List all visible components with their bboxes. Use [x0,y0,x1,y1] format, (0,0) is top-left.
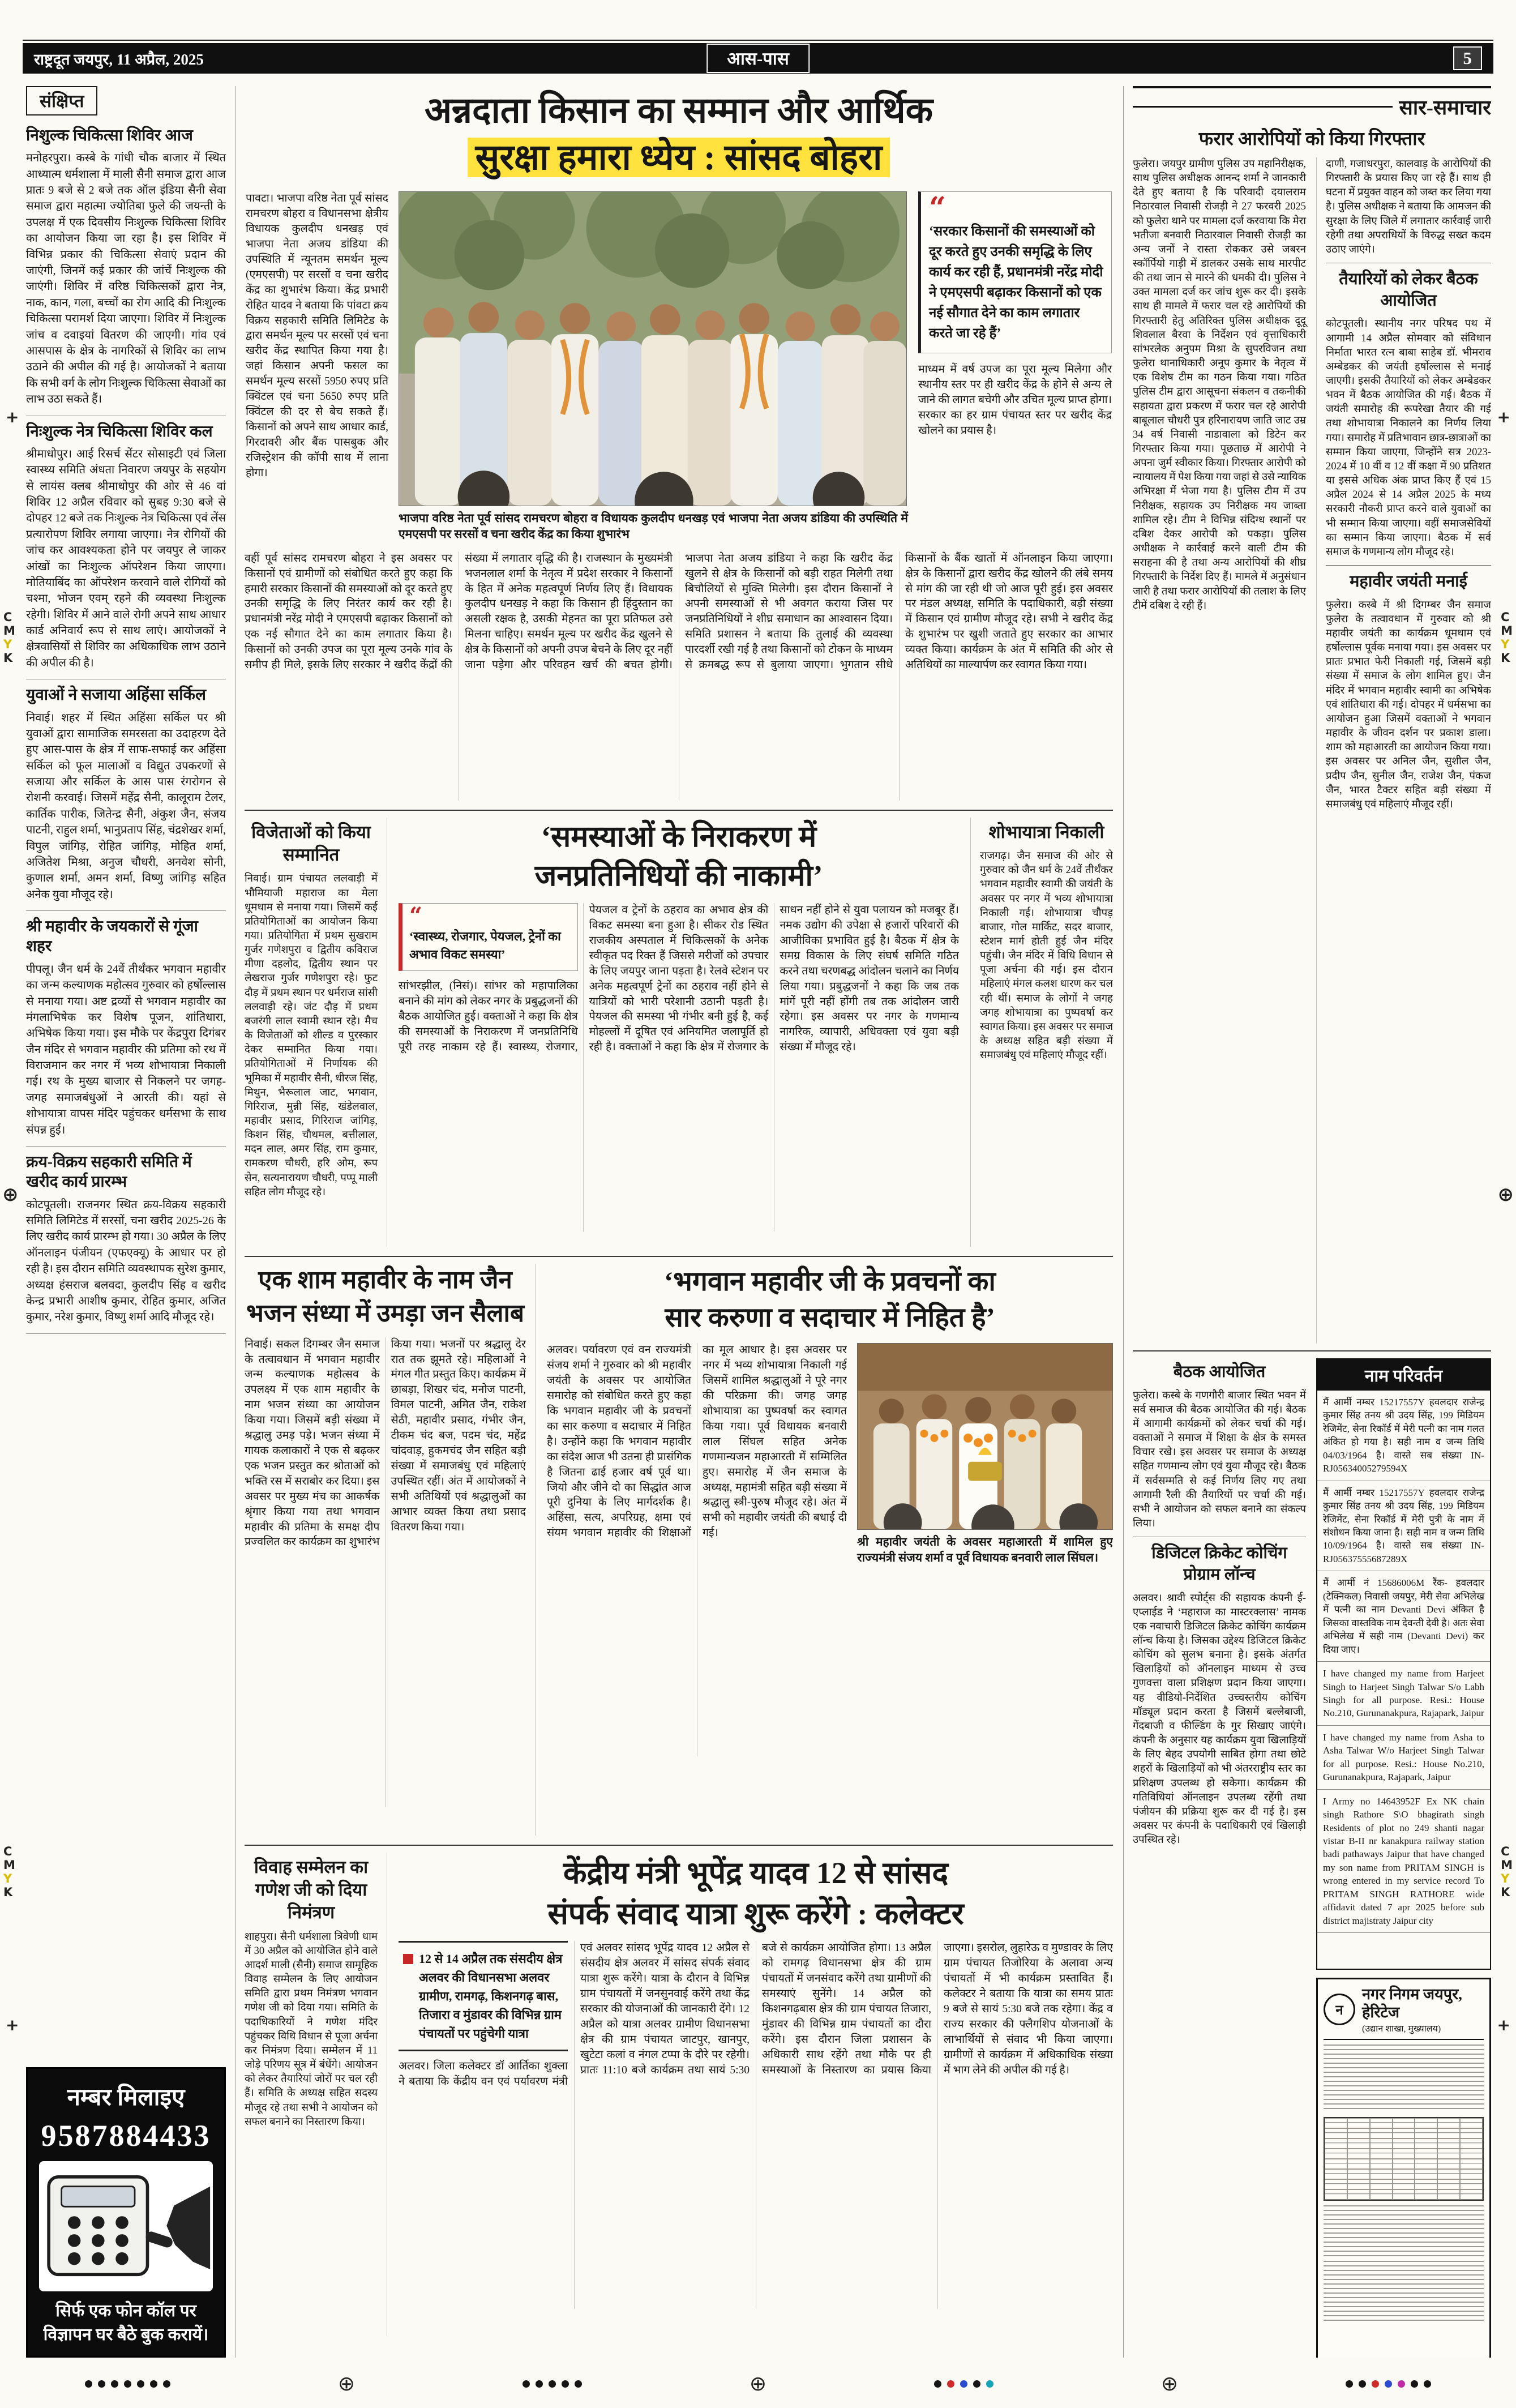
page-number: 5 [1453,46,1483,70]
cmyk-marker: C M Y K [3,610,15,665]
lead-photo-caption: भाजपा वरिष्ठ नेता पूर्व सांसद रामचरण बोहरा व विधायक कुलदीप धनखड़ एवं भाजपा नेता अजय डांडिया की उपस्थिति में एमएसपी पर सरसों व चना खरीद केंद्र का किया शुभारंभ [399,511,908,541]
digest-header-rule [1133,106,1393,108]
phone-ad-number: 9587884433 [41,2119,211,2153]
arrest-title: फरार आरोपियों को किया गिरफ्तार [1198,129,1425,149]
masthead-rule [23,40,1493,41]
procession-title: शोभायात्रा निकाली [988,822,1104,842]
lead-headline-line1: अन्नदाता किसान का सम्मान और आर्थिक [424,91,933,130]
municipal-notice-subtitle: (उद्यान शाखा, मुख्यालय) [1362,2024,1441,2034]
jayanti-body: फुलेरा। कस्बे में श्री दिगम्बर जैन समाज फुलेरा के तत्वावधान में गुरुवार को श्री महावीर जयंती का कार्यक्रम धूमधाम एवं हर्षोल्लास पूर्वक मनाया गया। इस अवसर पर प्रातः प्रभात फेरी निकाली गई, जिसमें बड़ी संख्या में समाज के लोग शामिल हुए। जैन मंदिर में भगवान महावीर स्वामी का अभिषेक एवं शांतिधारा की गई। दोपहर में धर्मसभा का आयोजन हुआ जिसमें वक्ताओं ने भगवान महावीर के जीवन दर्शन पर प्रकाश डाला। शाम को महाआरती का आयोजन किया गया। इस अवसर पर अनिल जैन, सुशील जैन, प्रदीप जैन, सुनील जैन, राजेश जैन, पंकज जैन, भारत टैक्टर सहित बड़ी संख्या में समाजबंधु एवं महिलाएं मौजूद रहीं। [1326,599,1491,810]
yatra-body: अलवर। जिला कलेक्टर डॉ आर्तिका शुक्ला ने बताया कि केंद्रीय वन एवं पर्यावरण मंत्री एवं अलवर सांसद भूपेंद्र यादव 12 अप्रैल से संसदीय क्षेत्र अलवर में सांसद संपर्क संवाद यात्रा शुरू करेंगे। यात्रा के दौरान वे विभिन्न ग्राम पंचायतों में जनसुनवाई करेंगे तथा केंद्र सरकार की योजनाओं की जानकारी देंगे। 12 अप्रैल को यात्रा अलवर ग्रामीण विधानसभा क्षेत्र की ग्राम पंचायत जाटपुर, खानपुर, खुटेटा कलां व नंगल टप्पा के दौरे पर रहेगी। प्रातः 11:10 बजे कार्यक्रम तथा सायं 5:30 बजे से कार्यक्रम आयोजित होगा। 13 अप्रैल को रामगढ़ विधानसभा क्षेत्र की ग्राम पंचायतों में जनसंवाद करेंगे तथा ग्रामीणों की समस्याएं सुनेंगे। 14 अप्रैल को किशनगढ़बास क्षेत्र की ग्राम पंचायत तिजारा, मुंडावर की विभिन्न ग्राम पंचायतों का दौरा करेंगे। इस दौरान जिला प्रशासन के अधिकारी साथ रहेंगे तथा मौके पर ही समस्याओं के निस्तारण का प्रयास किया जाएगा। इसरोल, लुहारेऊ व मुण्डावर के लिए ग्राम पंचायत तिजोरिया के अलावा अन्य पंचायतों में भी कार्यक्रम प्रस्तावित हैं। कलेक्टर ने बताया कि यात्रा का समय प्रातः 9 बजे से सायं 5:30 बजे तक रहेगा। केंद्र व राज्य सरकार की फ्लैगशिप योजनाओं के लाभार्थियों से संवाद भी किया जाएगा। ग्रामीणों से कार्यक्रम में अधिकाधिक संख्या में भाग लेने की अपील की गई है। [399,1942,1113,2088]
pravachan-content [547,1343,1113,1756]
wedding-title: विवाह सम्मेलन का गणेश जी को दिया निमंत्रण [254,1857,369,1923]
second-band [245,810,1113,1247]
cricket-title: डिजिटल क्रिकेट कोचिंग प्रोग्राम लॉन्च [1151,1544,1287,1584]
pravachan-photo-caption: श्री महावीर जयंती के अवसर महाआरती में शामिल हुए राज्यमंत्री संजय शर्मा व पूर्व विधायक बनवारी लाल सिंघल। [857,1535,1113,1565]
masthead-date: राष्ट्रदूत जयपुर, 11 अप्रैल, 2025 [34,50,204,68]
main-column [245,86,1113,2358]
notice-fine-print [1324,2045,1484,2112]
problems-headline-line2: जनप्रतिनिधियों की नाकामी’ [534,860,823,893]
pull-quote-text: ‘सरकार किसानों की समस्याओं को दूर करते हुए उनकी समृद्धि के लिए कार्य कर रही हैं, प्रधानमंत्री नरेंद्र मोदी ने एमएसपी बढ़ाकर किसानों को एक नई सौगात देने का काम लगातार करते जा रहे हैं’ [929,224,1103,341]
pravachan-headline-line1: ‘भगवान महावीर जी के प्रवचनों का [664,1266,996,1297]
color-bar-dots [1346,2380,1431,2388]
color-bar-dots [85,2380,170,2388]
arrest-body-2: दाणी, गजाधरपुरा, कालवाड़ के आरोपियों की गिरफ्तारी के प्रयास किए जा रहे हैं। साथ ही घटना में प्रयुक्त वाहन को जब्त कर लिया गया है। पुलिस अधीक्षक ने बताया कि आमजन की सुरक्षा के लिए जिले में लगातार कार्रवाई जारी रहेगी तथा अपराधियों के विरुद्ध सख्त कदम उठाए जाएंगे। [1326,158,1491,255]
brief-item [26,679,226,911]
bhajan-headline [245,1264,526,1331]
section-title: आस-पास [706,44,810,73]
lead-story [245,86,1113,801]
municipal-notice-ad [1316,1978,1491,2358]
phone-ad-label: नम्बर मिलाइए [67,2085,185,2111]
notice-fine-print [1324,2205,1484,2256]
name-change-notice: I have changed my name from Asha to Asha Talwar W/o Harjeet Singh Talwar for all purpose. Resi.: House No.210, Gurunanakpura, Rajapark, Jaipur [1317,1726,1490,1790]
bhajan-headline-line1: एक शाम महावीर के नाम जैन [258,1265,512,1294]
classified-phone-ad [26,2067,226,2358]
briefs-column [26,86,235,2358]
jayanti-title: महावीर जयंती मनाई [1350,572,1467,591]
masthead-bar [23,43,1493,74]
bhajan-article [245,1264,536,1836]
lead-continuation: वहीं पूर्व सांसद रामचरण बोहरा ने इस अवसर पर किसानों एवं ग्रामीणों को संबोधित करते हुए कहा कि हमारी सरकार किसानों की समस्याओं को दूर करते हुए उनकी समृद्धि के लिए निरंतर कार्य कर रही है। प्रधानमंत्री नरेंद्र मोदी ने एमएसपी बढ़ाकर किसानों को एक नई सौगात देने का काम लगातार किया है। किसानों को उनकी उपज का पूरा मूल्य उनके गांव के समीप ही मिले, इसके लिए सरकार ने खरीद केंद्रों की संख्या में लगातार वृद्धि की है। राजस्थान के मुख्यमंत्री भजनलाल शर्मा के नेतृत्व में प्रदेश सरकार ने किसानों के हित में अनेक महत्वपूर्ण निर्णय लिए हैं। विधायक कुलदीप धनखड़ ने कहा कि किसान ही हिंदुस्तान का असली रक्षक है, उसकी मेहनत का पूरा प्रतिफल उसे मिलना चाहिए। समर्थन मूल्य पर खरीद केंद्र खुलने से क्षेत्र के किसानों को अपनी उपज बेचने के लिए दूर नहीं जाना पड़ेगा और परिवहन खर्च की बचत होगी। भाजपा नेता अजय डांडिया ने कहा कि खरीद केंद्र खुलने से क्षेत्र के किसानों को बड़ी राहत मिलेगी तथा बिचौलियों से मुक्ति मिलेगी। इस दौरान किसानों ने अपनी समस्याओं से भी अवगत कराया जिस पर जनप्रतिनिधियों ने शीघ्र समाधान का आश्वासन दिया। समिति प्रशासन ने बताया कि तुलाई की व्यवस्था पारदर्शी रखी गई है तथा किसानों को टोकन के माध्यम से क्रमबद्ध रूप से बुलाया जाएगा। भुगतान सीधे किसानों के बैंक खातों में ऑनलाइन किया जाएगा। क्षेत्र के किसानों द्वारा खरीद केंद्र खोलने की लंबे समय से मांग की जा रही थी जो आज पूरी हुई। इस अवसर पर मंडल अध्यक्ष, समिति के पदाधिकारी, बड़ी संख्या में किसान एवं ग्रामीण मौजूद रहे। सभी ने खरीद केंद्र के शुभारंभ पर खुशी जताते हुए सरकार का आभार व्यक्त किया। कार्यक्रम के अंत में समिति की ओर से अतिथियों का माल्यार्पण कर स्वागत किया गया। [245,552,1113,671]
digest-lower-right [1316,1358,1491,2358]
registration-mark: ⊕ [1160,2372,1179,2396]
lead-side-text: माध्यम में वर्ष उपज का पूरा मूल्य मिलेगा और स्थानीय स्तर पर ही खरीद केंद्र के होने से अन्य ले जाने की लागत बचेगी और उचित मूल्य प्राप्त होगा। सरकार का हर ग्राम पंचायत स्तर पर खरीद केंद्र खोलने का प्रयास है। [918,363,1112,437]
lead-headline-line2: सुरक्षा हमारा ध्येय : सांसद बोहरा [468,138,890,177]
problems-article [399,818,959,1247]
crop-mark: + [6,2016,19,2034]
crop-mark: + [1497,408,1510,426]
pravachan-headline-line2: सार करुणा व सदाचार में निहित है’ [665,1303,995,1333]
masthead [23,40,1493,74]
yatra-info-box [399,1941,568,2051]
arrest-column-1 [1133,157,1306,1344]
pravachan-article [547,1264,1113,1836]
cmyk-marker: C M Y K [1501,1845,1513,1899]
brief-body: पीपलू। जैन धर्म के 24वें तीर्थंकर भगवान महावीर का जन्म कल्याणक महोत्सव गुरुवार को हर्षोल्लास से मनाया गया। अष्ट द्रव्यों से भगवान महावीर का मंगलाभिषेक कर विशेष पूजन, शांतिधारा, अभिषेक किया गया। इस मौके पर केंद्रपुरा दिगंबर जैन मंदिर से भगवान महावीर की प्रतिमा को रथ में विराजमान कर नगर में भव्य शोभायात्रा निकाली गई। रथ के मुख्य बाजार से निकलने पर जगह-जगह समाजबंधुओं ने आरती की। यहां से शोभायात्रा वापस मंदिर पहुंचकर धर्मसभा के साथ संपन्न हुई। [26,963,226,1136]
fourth-band [245,1845,1113,2336]
digest-right-subcolumn [1316,157,1491,1344]
problems-quote-box [399,903,578,971]
brief-title: श्री महावीर के जयकारों से गूंजा शहर [26,918,198,956]
briefs-header: संक्षिप्त [26,86,97,116]
digest-upper [1133,157,1491,1344]
winners-body: निवाई। ग्राम पंचायत ललवाड़ी में भौमियाजी महाराज का मेला धूमधाम से मनाया गया। जिसमें कई प्रतियोगिताओं का आयोजन किया गया। प्रतियोगिता में प्रथम सुखराम गुर्जर गणेशपुरा व द्वितीय कविराज मीणा दहलोद, द्वितीय स्थान पर लेखराज गुर्जर गणेशपुरा रहे। फुट दौड़ में प्रथम स्थान पर धर्मराज सांसी ललवाड़ी रहे। जंट दौड़ में प्रथम बजरंगी लाल स्वामी स्थान रहे। मैच के विजेताओं को शील्ड व पुरस्कार देकर सम्मानित किया गया। प्रतियोगिताओं में निर्णायक की भूमिका में महावीर सैनी, धीरज सिंह, मिथुन, भैरूलाल जाट, भगवान, गिरिराज, मुन्नी सिंह, खंडेलवाल, महावीर प्रसाद, गिरिराज जांगिड़, किशन सिंह, चौथमल, बत्तीलाल, मदन लाल, अमर सिंह, राम कुमार, रामकरण चौधरी, हरि ओम, रूप सेन, सत्यनारायण चौधरी, पप्पू माली सहित लोग मौजूद रहे। [245,873,378,1198]
phone-ad-tagline: सिर्फ एक फोन कॉल पर विज्ञापन घर बैठे बुक करायें। [43,2302,209,2344]
winners-article [245,818,387,1247]
notice-fine-print [1324,2261,1484,2323]
prep-body: कोटपूतली। स्थानीय नगर परिषद पथ में आगामी 14 अप्रैल सोमवार को संविधान निर्माता भारत रत्न बाबा साहेब डॉ. भीमराव अम्बेडकर की जयंती हर्षोल्लास से मनाई जाएगी। इसकी तैयारियों को लेकर अम्बेडकर भवन में बैठक आयोजित की गई। बैठक में जयंती समारोह की रूपरेखा तैयार की गई तथा शोभायात्रा निकालने का निर्णय लिया गया। समारोह में प्रतिभावान छात्र-छात्राओं का सम्मान किया जाएगा, जिन्होंने सत्र 2023-2024 में 10 वीं व 12 वीं कक्षा में 90 प्रतिशत या इससे अधिक अंक प्राप्त किए हैं एवं 15 अप्रैल 2024 से 14 अप्रैल 2025 के मध्य सरकारी नौकरी प्राप्त करने वाले युवाओं का भी सम्मान किया जाएगा। वहीं समाजसेवियों का सम्मान किया जाएगा। बैठक में सर्व समाज के गणमान्य लोग मौजूद रहे। [1326,318,1491,558]
meeting-body: फुलेरा। कस्बे के गणगौरी बाजार स्थित भवन में सर्व समाज की बैठक आयोजित की गई। बैठक में आगामी कार्यक्रमों को लेकर चर्चा की गई। वक्ताओं ने समाज में शिक्षा के क्षेत्र के समस्त विचार रखे। इस अवसर पर समाज के अध्यक्ष सहित गणमान्य लोग एवं युवा मौजूद रहे। बैठक में सर्वसम्मति से कई निर्णय लिए गए तथा आगामी रैली की तैयारियों पर चर्चा की गई। सभी ने आयोजन को सफल बनाने का संकल्प लिया। [1133,1389,1306,1529]
brief-item [26,416,226,680]
crop-mark: + [1497,2016,1510,2034]
telephone-icon [41,2167,211,2286]
bhajan-headline-line2: भजन संध्या में उमड़ा जन सैलाब [246,1299,525,1327]
yatra-headline-line2: संपर्क संवाद यात्रा शुरू करेंगे : कलेक्टर [547,1897,964,1931]
winners-title: विजेताओं को किया सम्मानित [251,822,371,865]
cmyk-marker: C M Y K [3,1845,15,1899]
yatra-body-columns [399,1941,1113,2309]
brief-title: निःशुल्क नेत्र चिकित्सा शिविर कल [26,422,213,440]
procession-body: राजगढ़। जैन समाज की ओर से गुरुवार को जैन धर्म के 24वें तीर्थंकर भगवान महावीर स्वामी की जयंती के अवसर पर नगर में भव्य शोभायात्रा निकाली गई। शोभायात्रा चौपड़ बाजार, गोल मार्किट, सदर बाजार, स्टेशन मार्ग होती हुई जैन मंदिर पहुंची। जैन मंदिर में विधि विधान से पूजा अर्चना की गई। इस दौरान महिलाएं मंगल कलश धारण कर चल रही थीं। समाज के लोगों ने जगह जगह शोभायात्रा का पुष्पवर्षा कर स्वागत किया। इस अवसर पर समाज के अध्यक्ष सहित बड़ी संख्या में समाजबंधु एवं महिलाएं मौजूद रहीं। [980,850,1113,1062]
registration-mark: ⊕ [337,2372,356,2396]
yatra-headline [399,1853,1113,1935]
cmyk-marker: C M Y K [1501,610,1513,665]
wedding-article [245,1853,387,2336]
digest-title: सार-समाचार [1399,96,1491,119]
name-change-notice: मैं आर्मी नं 15686006M रैंक- हवलदार (टेक्निकल) निवासी जयपुर, मेरी सेवा अभिलेख में पत्नी का नाम Devanti Devi अंकित है जिसका वास्तविक नाम देवन्ती देवी है। अतः सेवा अभिलेख में सही नाम (Devanti Devi) कर दिया जाए। [1317,1571,1490,1662]
bhajan-body: निवाई। सकल दिगम्बर जैन समाज के तत्वावधान में भगवान महावीर जन्म कल्याणक महोत्सव के उपलक्ष्य में एक शाम महावीर के नाम भजन संध्या का आयोजन किया गया। जिसमें बड़ी संख्या में श्रद्धालु उमड़ पड़े। भजन संध्या में गायक कलाकारों ने एक से बढ़कर एक भजन प्रस्तुत कर श्रोताओं को भक्ति रस में सराबोर कर दिया। इस अवसर पर मुख्य मंच का आकर्षक श्रृंगार किया गया तथा भगवान महावीर की प्रतिमा के समक्ष दीप प्रज्वलित कर कार्यक्रम का शुभारंभ किया गया। भजनों पर श्रद्धालु देर रात तक झूमते रहे। महिलाओं ने मंगल गीत प्रस्तुत किए। कार्यक्रम में छाबड़ा, शिखर चंद, मनोज पाटनी, विमल पाटनी, अमित जैन, राकेश सेठी, महावीर प्रसाद, गंभीर जैन, टीकम चंद बज, पदम चंद, महेंद्र चांदवाड़, हुकमचंद जैन सहित बड़ी संख्या में समाजबंधु एवं महिलाएं उपस्थित रहीं। अंत में आयोजकों ने सभी अतिथियों एवं श्रद्धालुओं का आभार व्यक्त किया तथा प्रसाद वितरण किया गया। [245,1338,526,1549]
brief-title: निशुल्क चिकित्सा शिविर आज [26,127,193,144]
yatra-article [399,1853,1113,2336]
digest-lower [1133,1350,1491,2358]
brief-body: निवाई। शहर में स्थित अहिंसा सर्किल पर श्री युवाओं द्वारा सामाजिक समरसता का उदाहरण देते हुए आस-पास के क्षेत्र में साफ-सफाई कर अहिंसा सर्किल को फूल मालाओं व विद्युत उपकरणों से सजाया और सर्किल के आस पास रंगरोगन से रोशनी करवाई। जिसमें महेंद्र सैनी, कालूराम टेलर, कार्तिक पारीक, जितेन्द्र सैनी, अंकुश जैन, संजय पाटनी, राहुल शर्मा, भानुप्रताप सिंह, चंद्रशेखर शर्मा, विपुल जांगिड़, रोहित जांगिड़, मोहित शर्मा, अजितेश मिश्रा, अनुज चौधरी, अनवेश सोनी, कुणाल शर्मा, अमन शर्मा, विष्णु जांगिड़ सहित अनेक युवा मौजूद रहे। [26,711,226,901]
digest-lower-left [1133,1358,1306,2358]
municipal-notice-title: नगर निगम जयपुर, हेरिटेज [1362,1985,1462,2021]
problems-body-columns [399,903,959,1231]
third-band [245,1256,1113,1836]
news-digest-column [1123,86,1491,2358]
municipal-notice-header [1324,1985,1484,2040]
lead-paragraph: पावटा। भाजपा वरिष्ठ नेता पूर्व सांसद रामचरण बोहरा व विधानसभा क्षेत्रीय विधायक कुलदीप धनखड़ एवं भाजपा नेता अजय डांडिया की उपस्थिति में न्यूनतम समर्थन मूल्य (एमएसपी) पर सरसों व चना खरीद केंद्र का शुभारंभ किया। केंद्र प्रभारी रोहित यादव ने बताया कि पांवटा क्रय विक्रय सहकारी समिति लिमिटेड के द्वारा समर्थन मूल्य पर सरसों एवं चना खरीद केंद्र स्थापित किया गया है। जहां किसान अपनी फसल का समर्थन मूल्य सरसों 5950 रुपए प्रति क्विंटल एवं चना 5650 रुपए प्रति क्विंटल की दर से बेच सकते हैं। किसानों को अपने साथ आधार कार्ड, गिरदावरी और बैंक पासबुक और रजिस्ट्रेशन की कॉपी साथ में लाना होगा। [246,193,388,479]
brief-item [26,911,226,1147]
notice-table [1324,2117,1484,2201]
procession-article [970,818,1113,1247]
brief-body: कोटपूतली। राजनगर स्थित क्रय-विक्रय सहकारी समिति लिमिटेड में सरसों, चना खरीद 2025-26 के लिए खरीद कार्य प्रारम्भ हो गया। 30 अप्रैल के लिए ऑनलाइन पंजीयन (एफएक्यू) के आधार पर हो रही है। इस दौरान समिति व्यवस्थापक सुरेश कुमार, अध्यक्ष हंसराज बलवदा, कुलदीप सिंह व खरीद केन्द्र प्रभारी आशीष कुमार, रोहित कुमार, अजित कुमार, नरेश कुमार, विष्णु शर्मा आदि मौजूद रहे। [26,1198,226,1324]
digest-header [1133,86,1491,124]
registration-mark: ⊕ [2,1183,19,1206]
name-change-header: नाम परिवर्तन [1317,1359,1490,1391]
meeting-title: बैठक आयोजित [1173,1362,1266,1381]
municipal-emblem-icon: न [1324,1994,1355,2025]
name-change-notice: मैं आर्मी नम्बर 15217557Y हवलदार राजेन्द्र कुमार सिंह तनय श्री उदय सिंह, 199 मिडियम रेजिमेंट, सेना रिकॉर्ड में मेरी पत्नी का नाम गलत अंकित हो गया है। सही नाम व जन्म तिथि 04/03/1964 है। वास्ते सब संख्या IN-RJ05634005279594X [1317,1391,1490,1481]
problems-headline-line1: ‘समस्याओं के निराकरण में [541,820,817,853]
prep-title: तैयारियों को लेकर बैठक आयोजित [1339,270,1478,310]
yatra-headline-line1: केंद्रीय मंत्री भूपेंद्र यादव 12 से सांसद [563,1855,949,1890]
name-change-notice: मैं आर्मी नम्बर 15217557Y हवलदार राजेन्द्र कुमार सिंह तनय श्री उदय सिंह, 199 मिडियम रेजिमेंट, सेना रिकॉर्ड में मेरी पुत्री के नाम में संशोधन किया जाना है। सही नाम व जन्म तिथि 10/09/1964 है। वास्ते सब संख्या IN-RJ05637555687289X [1317,1481,1490,1572]
divider [1326,565,1491,566]
wedding-body: शाहपुरा। सैनी धर्मशाला त्रिवेणी धाम में 30 अप्रैल को आयोजित होने वाले आदर्श माली (सैनी) समाज सामूहिक विवाह सम्मेलन के लिए आयोजन समिति द्वारा प्रथम निमंत्रण भगवान गणेश जी को दिया गया। समिति के पदाधिकारियों ने गणेश मंदिर पहुंचकर विधि विधान से पूजा अर्चना कर निमंत्रण दिया। सम्मेलन में 11 जोड़े परिणय सूत्र में बंधेंगे। आयोजन को लेकर तैयारियां जोरों पर चल रही हैं। समिति के अध्यक्ष सहित सदस्य मौजूद रहे तथा सभी ने आयोजन को सफल बनाने का निस्तारण किया। [245,1931,378,2128]
lead-headline [245,86,1113,186]
brief-item [26,120,226,416]
pull-quote [918,191,1112,353]
lead-photo [399,191,907,506]
phone-illustration [39,2161,213,2291]
name-change-notice: I Army no 14643952F Ex NK chain singh Rathore S\O bhagirath singh Residents of plot no 249 shanti nagar vistar B-II nr kanakpura railway station badi pathaways Jaipur that have changed my son name from PRITAM SINGH is wrong entered in my service record To PRITAM SINGH RATHORE wide affidavit dated 7 apr 2025 before sub district majistraty Jaipur city [1317,1790,1490,1934]
arrest-body-1: फुलेरा। जयपुर ग्रामीण पुलिस उप महानिरीक्षक, साथ पुलिस अधीक्षक आनन्द शर्मा ने जानकारी देते हुए बताया है कि परिवादी दयालराम निठारवाल निवासी रोजड़ी ने 27 फरवरी 2025 को फुलेरा थाने पर मामला दर्ज करवाया कि मेरा भतीजा बनवारी निठारवाल निवासी रोजड़ी का अन्य जनों ने रास्ता रोककर उसे जबरन स्कॉर्पियो गाड़ी में डालकर उसके साथ मारपीट की तथा जान से मारने की धमकी दी। पुलिस ने उक्त मामला दर्ज कर जांच शुरू कर दी। इसके साथ ही मामले में फरार चल रहे आरोपियों की गिरफ्तारी हेतु अतिरिक्त पुलिस अधीक्षक दूदू शिवलाल बैरवा के निर्देशन एवं वृत्ताधिकारी सांभरलेक अनुपम मिश्रा के सुपरविजन तथा फुलेरा थानाधिकारी अनूप कुमार के नेतृत्व में एक विशेष टीम का गठन किया गया। गठित पुलिस टीम द्वारा आसूचना संकलन व तकनीकी सहायता द्वारा प्रकरण में फरार चल रहे आरोपी बाबूलाल चौधरी पुत्र हरिनारायण जाति जाट उम्र 34 वर्ष निवासी नाडावाला को डिटेन कर गिरफ्तार किया गया। पूछताछ में आरोपी ने अपना जुर्म स्वीकार किया। गिरफ्तार आरोपी को न्यायालय में पेश किया गया जहां से उसे न्यायिक अभिरक्षा में भेजा गया है। पुलिस टीम में उप निरीक्षक, सहायक उप निरीक्षक मय जाब्ता शामिल रहे। टीम ने विभिन्न संदिग्ध स्थानों पर दबिश देकर आरोपी को पकड़ा। पुलिस अधीक्षक ने कार्रवाई करने वाली टीम की सराहना की है तथा अन्य आरोपियों की शीघ्र गिरफ्तारी के निर्देश दिए हैं। मामले में अनुसंधान जारी है तथा फरार आरोपियों की तलाश के लिए टीमें दबिश दे रही हैं। [1133,158,1306,611]
lead-quote-column [918,191,1112,542]
quote-mark-icon: “ [929,191,946,226]
brief-body: श्रीमाधोपुर। आई रिसर्च सेंटर सोसाइटी एवं जिला स्वास्थ्य समिति अंधता निवारण जयपुर के सहयोग से लायंस क्लब श्रीमाधोपुर की ओर से 46 वां शिविर 12 अप्रैल रविवार को सुबह 9:30 बजे से दोपहर 12 बजे तक निःशुल्क नेत्र चिकित्सा एवं लेंस प्रत्यारोपण शिविर लगाया जाएगा। नेत्र रोगियों की जांच कर आवश्यकता होने पर जयपुर ले जाकर आंखों का निःशुल्क ऑपरेशन किया जाएगा। मोतियाबिंद का ऑपरेशन करवाने वाले रोगियों को चश्मा, भोजन एवम् रहने की व्यवस्था निःशुल्क रहेगी। शिविर में आने वाले रोगी अपने साथ आधार कार्ड अनिवार्य रूप से साथ लाएं। आयोजकों ने क्षेत्रवासियों से शिविर का अधिकाधिक लाभ उठाने की अपील की है। [26,447,226,669]
crop-mark: + [6,408,19,426]
registration-mark: ⊕ [1497,1183,1514,1206]
color-bar-dots [523,2380,582,2388]
quote-mark-icon: “ [409,903,423,930]
bullet-square-icon [403,1954,413,1964]
problems-quote-text: ‘स्वास्थ्य, रोजगार, पेयजल, ट्रेनों का अभाव विकट समस्या’ [409,929,561,961]
registration-strip [0,2372,1516,2396]
aarti-photo [857,1343,1113,1530]
name-change-box [1316,1358,1491,1970]
lead-story-top [245,186,1113,542]
registration-mark: ⊕ [749,2372,767,2396]
pravachan-headline [547,1264,1113,1337]
problems-body: सांभरझील, (निसं)। सांभर को महापालिका बनाने की मांग को लेकर नगर के प्रबुद्धजनों की बैठक आयोजित हुई। वक्ताओं ने कहा कि क्षेत्र की समस्याओं के निराकरण में जनप्रतिनिधि पूरी तरह नाकाम रहे हैं। स्वास्थ्य, रोजगार, पेयजल व ट्रेनों के ठहराव का अभाव क्षेत्र की विकट समस्या बना हुआ है। सीकर रोड स्थित राजकीय अस्पताल में चिकित्सकों के अनेक स्वीकृत पद रिक्त हैं जिससे मरीजों को उपचार के लिए जयपुर जाना पड़ता है। रेलवे स्टेशन पर अनेक महत्वपूर्ण ट्रेनों का ठहराव नहीं होने से यात्रियों को भारी परेशानी उठानी पड़ती है। पेयजल की समस्या भी गंभीर बनी हुई है, कई मोहल्लों में दूषित एवं अनियमित जलापूर्ति हो रही है। वक्ताओं ने कहा कि क्षेत्र में रोजगार के साधन नहीं होने से युवा पलायन को मजबूर हैं। नमक उद्योग की उपेक्षा से हजारों परिवारों की आजीविका प्रभावित हुई है। बैठक में क्षेत्र के समग्र विकास के लिए संघर्ष समिति गठित करने तथा चरणबद्ध आंदोलन चलाने का निर्णय लिया गया। प्रबुद्धजनों ने कहा कि जब तक मांगें पूरी नहीं होंगी तब तक आंदोलन जारी रहेगा। इस अवसर पर नगर के गणमान्य नागरिक, व्यापारी, अधिवक्ता एवं युवा बड़ी संख्या में मौजूद रहे। [399,904,959,1054]
pravachan-body: अलवर। पर्यावरण एवं वन राज्यमंत्री संजय शर्मा ने गुरुवार को श्री महावीर जयंती के अवसर पर आयोजित समारोह को संबोधित करते हुए कहा कि भगवान महावीर जी के प्रवचनों का सार करुणा व सदाचार में निहित है। उन्होंने कहा कि भगवान महावीर का संदेश आज भी उतना ही प्रासंगिक है जितना ढाई हजार वर्ष पूर्व था। जियो और जीने दो का सिद्धांत आज पूरी दुनिया के लिए मार्गदर्शक है। अहिंसा, सत्य, अपरिग्रह, क्षमा एवं संयम भगवान महावीर की शिक्षाओं का मूल आधार है। इस अवसर पर नगर में भव्य शोभायात्रा निकाली गई जिसमें शामिल श्रद्धालुओं ने पूरे नगर की परिक्रमा की। जगह जगह शोभायात्रा का पुष्पवर्षा कर स्वागत किया गया। पूर्व विधायक बनवारी लाल सिंघल सहित अनेक गणमान्यजन महाआरती में सम्मिलित हुए। समारोह में जैन समाज के अध्यक्ष, महामंत्री सहित बड़ी संख्या में श्रद्धालु स्त्री-पुरुष मौजूद रहे। अंत में सभी को महावीर जयंती की बधाई दी गई। [547,1344,847,1539]
lead-photo-block [399,191,908,542]
brief-title: क्रय-विक्रय सहकारी समिति में खरीद कार्य प्रारम्भ [26,1153,192,1191]
brief-body: मनोहरपुरा। कस्बे के गांधी चौक बाजार में स्थित आध्यात्म धर्मशाला में माली सैनी समाज द्वारा आज प्रातः 9 बजे से 2 बजे तक ऑल इंडिया सैनी सेवा समाज द्वारा महात्मा ज्योतिबा फुले की जयन्ती के उपलक्ष में एक दिवसीय निःशुल्क चिकित्सा शिविर का आयोजन किया जा रहा है। इस शिविर में विभिन्न प्रकार की चिकित्सा सेवाएं प्रदान की जाएंगी, जिनमें कई प्रकार की जांचें निःशुल्क की जाएंगी। शिविर में वरिष्ठ चिकित्सकों द्वारा नेत्र, नाक, कान, गला, बच्चों का रोग आदि की निःशुल्क चिकित्सा परामर्श दिया जाएगा। शिविर में निःशुल्क जांच व दवाइयां वितरण की जाएगी। गांव एवं आसपास के क्षेत्र के नागरिकों से शिविर का लाभ उठाने की अपील की गई है। आयोजकों ने बताया कि सभी वर्ग के लोग निःशुल्क चिकित्सा सेवाओं का लाभ उठा सकते हैं। [26,152,226,406]
brief-title: युवाओं ने सजाया अहिंसा सर्किल [26,686,207,704]
problems-headline [399,818,959,896]
yatra-info-text: 12 से 14 अप्रैल तक संसदीय क्षेत्र अलवर की विधानसभा अलवर ग्रामीण, रामगढ़, किशनगढ़ बास, तिजारा व मुंडावर की विभिन्न ग्राम पंचायतों पर पहुंचेगी यात्रा [419,1952,563,2041]
cricket-body: अलवर। श्रावी स्पोर्ट्स की सहायक कंपनी ई-एप्लाईड ने ‘महाराज का मास्टरक्लास’ नामक एक नवाचारी डिजिटल क्रिकेट कोचिंग कार्यक्रम लॉन्च किया है। जिसका उद्देश्य डिजिटल क्रिकेट कोचिंग को सुलभ बनाना है। इसके अंतर्गत खिलाड़ियों को ऑनलाइन माध्यम से उच्च गुणवत्ता वाला प्रशिक्षण प्रदान किया जाएगा। यह वीडियो-निर्देशित उच्चस्तरीय कोचिंग मॉड्यूल प्रदान करता है जिसमें बल्लेबाजी, गेंदबाजी व फील्डिंग के गुर सिखाए जाएंगे। कंपनी के अनुसार यह कार्यक्रम युवा खिलाड़ियों के लिए बेहद उपयोगी साबित होगा तथा छोटे शहरों के खिलाड़ियों को भी अंतरराष्ट्रीय स्तर का प्रशिक्षण उपलब्ध हो सकेगा। कार्यक्रम की गतिविधियां ऑनलाइन उपलब्ध रहेंगी तथा पंजीयन की प्रक्रिया शुरू कर दी गई है। इस अवसर पर कंपनी के पदाधिकारी एवं खिलाड़ी उपस्थित रहे। [1133,1592,1306,1846]
color-bar-dots [934,2380,993,2388]
name-change-notice: I have changed my name from Harjeet Singh to Harjeet Singh Talwar S/o Labh Singh for all purpose. Resi.: House No.210, Gurunanakpura, Rajapark, Jaipur [1317,1662,1490,1726]
pravachan-photo-block [857,1343,1113,1756]
brief-item [26,1147,226,1334]
